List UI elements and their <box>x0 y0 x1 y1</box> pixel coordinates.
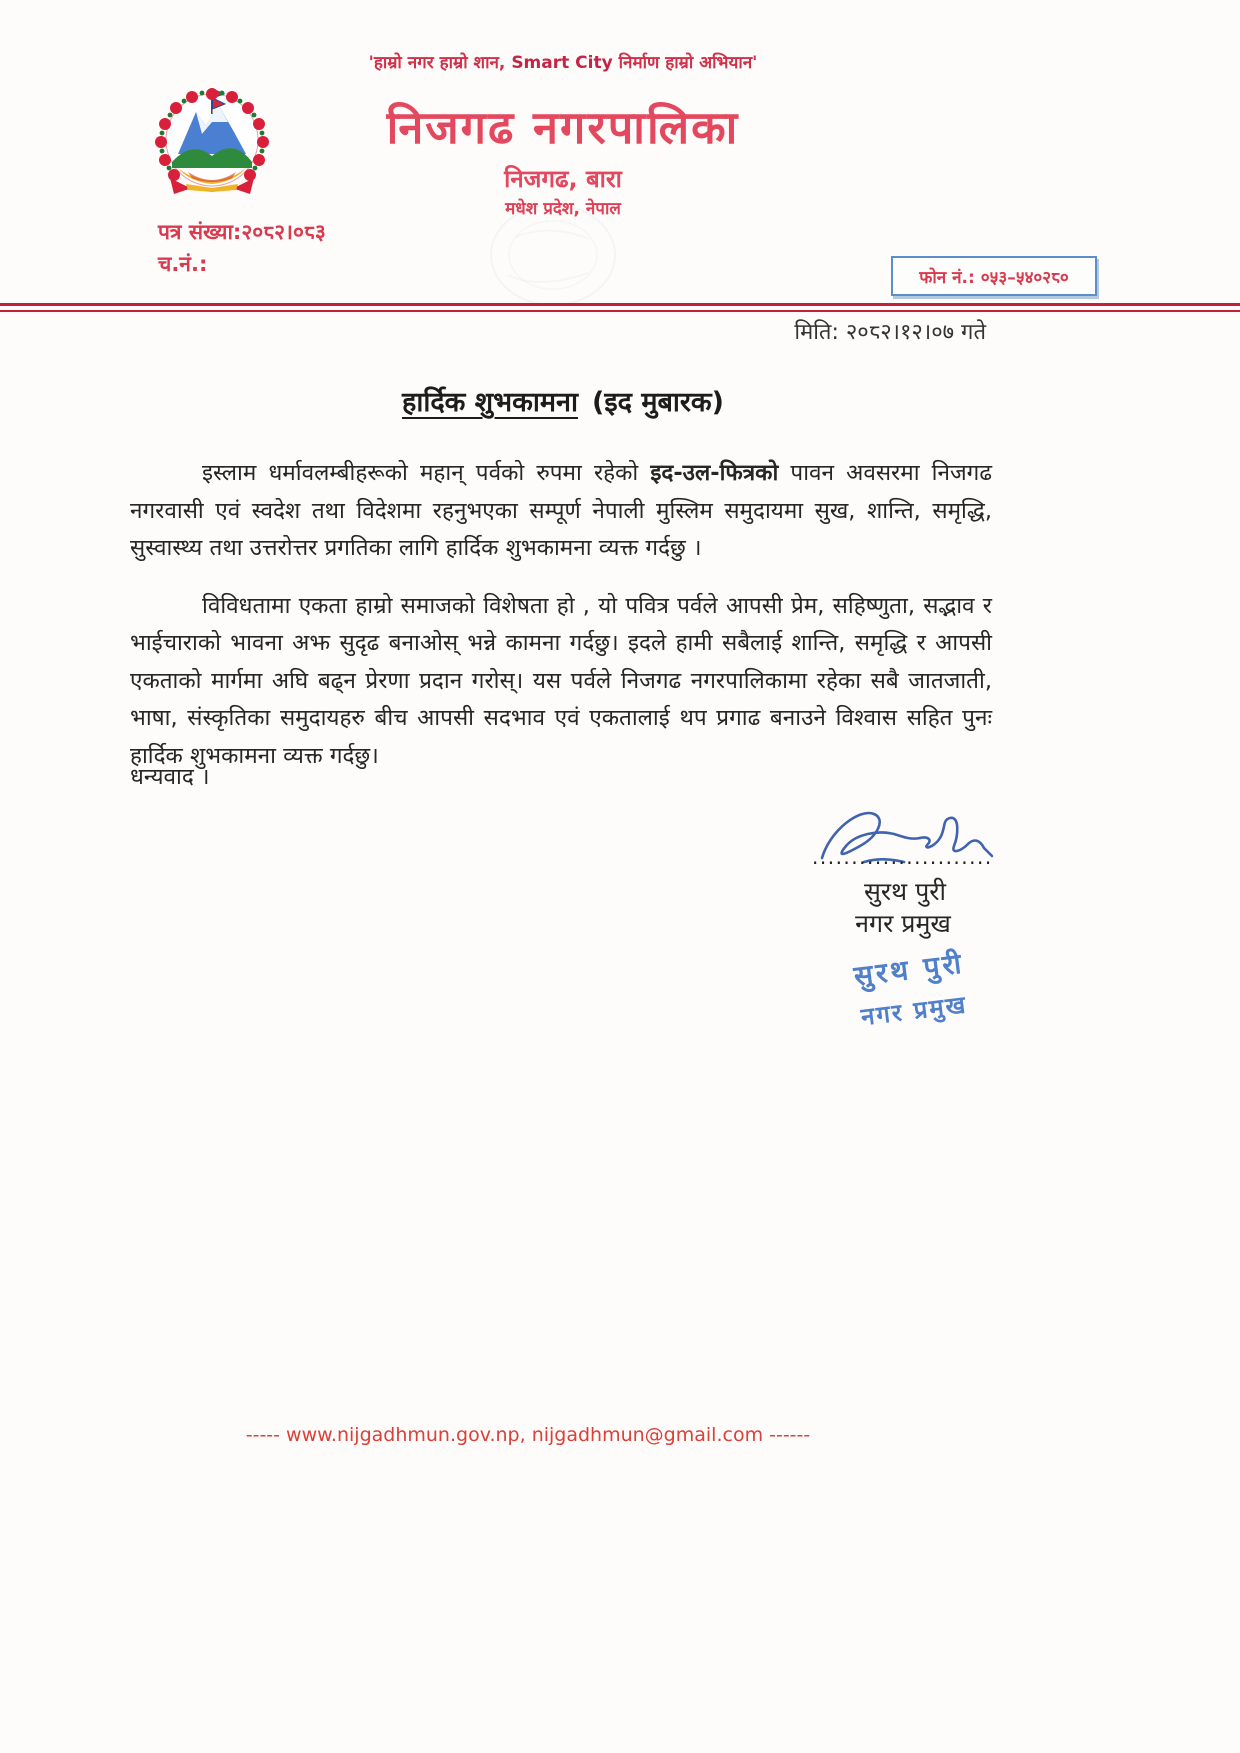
para1-part2: पावन अवसरमा निजगढ नगरवासी एवं स्वदेश तथा विदेशमा रहनुभएका सम्पूर्ण नेपाली मुस्लिम समुदायमा सुख, शान्ति, समृद्धि, सुस्वास्थ्य तथा उत्तरोत्तर प्रगतिका लागि हार्दिक शुभकामना व्यक्त गर्दछु । <box>130 460 992 561</box>
header-divider-rule <box>0 303 1240 312</box>
closing-thanks: धन्यवाद । <box>130 764 210 790</box>
subject-suffix: (इद मुबारक) <box>591 387 725 418</box>
tagline-suffix: निर्माण हाम्रो अभियान' <box>612 53 758 73</box>
letter-date: मिति: २०८२।१२।०७ गते <box>794 320 986 345</box>
subject-main: हार्दिक शुभकामना <box>401 387 578 418</box>
stamp-name: सुरथ पुरी <box>852 946 966 993</box>
phone-label: फोन नं.: <box>919 267 975 288</box>
letter-number <box>158 218 326 246</box>
letter-body <box>130 455 992 795</box>
phone-value: ०५३–५४०२८० <box>980 267 1069 288</box>
signatory-name: सुरथ पुरी <box>864 877 946 906</box>
ref-number-label: च.नं.: <box>158 252 208 276</box>
nepal-emblem-logo <box>148 82 276 198</box>
municipality-name: निजगढ नगरपालिका <box>386 101 740 154</box>
letter-subject <box>402 382 724 419</box>
municipality-address-line1: निजगढ, बारा <box>504 165 622 193</box>
para1-bold-phrase: इद-उल-फित्रको <box>650 460 779 486</box>
letter-number-label: पत्र संख्या: <box>158 220 242 244</box>
tagline-highlight: Smart City <box>511 53 613 73</box>
municipality-tagline <box>369 50 758 73</box>
paragraph-1 <box>130 455 992 568</box>
paragraph-2: विविधतामा एकता हाम्रो समाजको विशेषता हो , यो पवित्र पर्वले आपसी प्रेम, सहिष्णुता, सद्भाव र भाईचाराको भावना अझ सुदृढ बनाओस् भन्ने कामना गर्दछु। इदले हामी सबैलाई शान्ति, समृद्धि र आपसी एकताको मार्गमा अघि बढ्न प्रेरणा प्रदान गरोस्। यस पर्वले निजगढ नगरपालिकामा रहेका सबै जातजाती, भाषा, संस्कृतिका समुदायहरु बीच आपसी सदभाव एवं एकतालाई थप प्रगाढ बनाउने विश्वास सहित पुनः हार्दिक शुभकामना व्यक्त गर्दछु। <box>130 592 992 769</box>
municipality-address-line2: मधेश प्रदेश, नेपाल <box>505 199 621 219</box>
ink-stamp <box>852 944 971 1034</box>
signature-dotted-line: ....................... <box>812 845 993 869</box>
stamp-title: नगर प्रमुख <box>859 990 969 1032</box>
tagline-prefix: 'हाम्रो नगर हाम्रो शान, <box>368 53 512 73</box>
phone-number-box <box>891 256 1097 296</box>
footer-contact-line: ----- www.nijgadhmun.gov.np, nijgadhmun@gmail.com ------ <box>245 1424 811 1446</box>
letter-number-value: २०८२।०८३ <box>241 220 326 244</box>
emblem-icon <box>148 82 276 198</box>
signatory-title: नगर प्रमुख <box>855 909 951 938</box>
para1-part1: इस्लाम धर्मावलम्बीहरूको महान् पर्वको रुपमा रहेको <box>202 460 651 486</box>
